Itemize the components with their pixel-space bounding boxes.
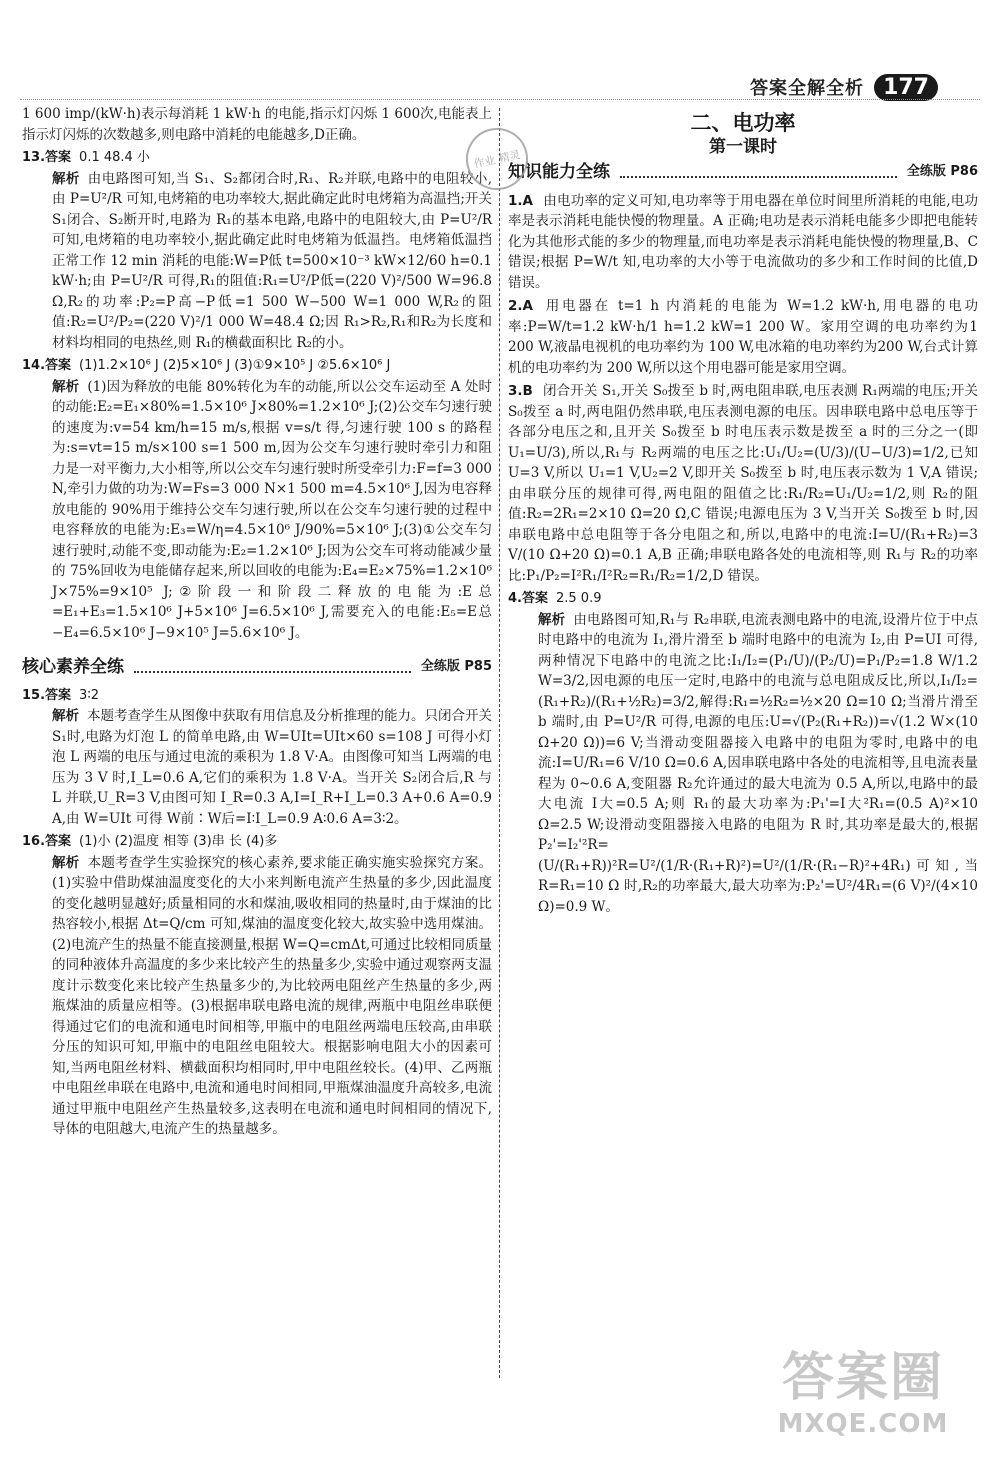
text-line: P₂'=U²/4R₁=(6 V)²/(4×10 Ω)=0.9 W。 [538,878,978,915]
column-divider [499,108,500,1378]
text-line: I²R₁/I²R₂=R₁/R₂=1/2,D 错误。 [570,567,769,584]
question-16 [22,832,492,1140]
text-line: 空调。 [814,359,856,376]
question-14 [22,356,492,643]
header-title: 答案全解全析 [750,78,865,99]
text-line: 0.1 A,B 正确;串联电路各处的电流相等,则 R₁与 R₂的功率比:P₁/P₂= [508,547,978,584]
text-line: 当滑片滑至 b 端时,由 P=U²/R 可得,电源的电压: [538,693,979,730]
text-line: 由电功率的定义可知,电功率等于用电器在单位时间里所消耗 [542,192,905,209]
text-line: 的多少,因此温度的变化越明显越好;质量相同的水和煤油,吸收相 [52,875,492,912]
analysis-label: 解析 [52,378,80,395]
section-ref: 全练版 P86 [906,164,978,179]
text-line: U=√(P₂(R₁+R₂))=√(1.2 W×(10 Ω+20 Ω))=6 V; [538,714,978,751]
text-line: 由电路图可知,R₁与 R₂串联,电流表测电路中的电流,设滑片 [573,611,924,628]
text-line: 长。(4)甲、乙两瓶中电阻丝串联在电路中,电流和通电时间相同, [52,1059,492,1096]
analysis-lines [52,855,492,1138]
text-line: 10⁶ J。 [262,624,309,641]
text-line: 交车匀速行驶的速度为:v=54 km/h=15 m/s,根据 v=s/t 得,匀速行 [52,399,492,436]
text-line: 量应相等。(3)根据串联电路电流的规律,两瓶中电阻丝串联便得 [52,998,492,1035]
question-15 [22,686,492,830]
text-line: 500×10⁻³ kW×12/60 h=0.1 kW·h;由 P=U²/R 可得,R₁的阻值:R₁=U²/P低= [52,252,492,289]
text-line: 串联分压的知识可知,甲瓶中的电阻丝电阻较大。根据影响电阻大 [52,1018,492,1055]
page-header [750,72,938,102]
text-line: 小灯泡 L 两端的电压与通过电流的乘积为 1.8 V·A。由图像可知当 L [52,728,492,765]
analysis [508,610,978,918]
text-line: 流 I大=0.5 A;则 R₁的最大功率为:P₁'=I大²R₁=(0.5 A)²×10 Ω= [538,796,979,833]
text-line: 起来,所以回收的电能为:E₄=E₂×75%=1.2×10⁶ J×75%=9×10⁵ J; [52,563,493,600]
analysis-label: 解析 [52,170,80,187]
text-line: 电压表示数是拨至 a 时的三分之一(即 U₁=U/3),所以,R₁与 R₂两端 [508,424,978,461]
text-line: 1 200 W,液晶电视机的电功率约为 100 W,电冰箱的电功率约为 [508,318,978,355]
text-line: 较小,由 P=U²/R 可知,电烤箱的电功率较大,据此确定此时电烤箱为 [52,170,493,207]
header-rule [20,99,980,100]
page-number: 177 [874,74,938,101]
text-line: 6 V/10 Ω=0.6 A,因串联电路中各处的电流相等,且电流表量程为 0~ [538,755,978,792]
text-line: I₁/I₂=(R₁+R₂)/(R₁+½R₂)=3/2,解得:R₁=½R₂=½×20 Ω=10 Ω; [538,673,978,710]
answer-line: 14.答案 (1)1.2×10⁶ J (2)5×10⁶ J (3)①9×10⁵ J ②5.6×10⁶ J [22,358,391,373]
text-line: 本题考查学生从图像中获取有用信息及分析推理的能力。只闭 [87,708,452,724]
text-line: 高温挡;开关 S₁闭合、S₂断开时,电路为 R₁的基本电路,电路中的电 [52,191,492,228]
analysis-lines [52,379,492,641]
left-column [22,104,492,1140]
text-line: 0.9 A,由 W=UIt 可得 W前∶W后=I∶I_L=0.9 A∶0.6 A=3∶2。 [52,790,492,827]
text-line: 形式能的多少的物理量,而电功率是表示消耗电能快慢的物理量,B、 [563,233,968,250]
section-title: 知识能力全练 [508,162,610,182]
text-line: 同的热量时,由于煤油的比热容较小,根据 Δt=Q/cm 可知,煤油的温度 [52,895,492,932]
analysis [22,169,492,354]
answer-line: 16.答案 (1)小 (2)温度 相等 (3)串 长 (4)多 [22,834,278,849]
text-line: 两电阻的阻值之比:R₁/R₂=U₁/U₂=1/2,则 R₂的阻值:R₂=2R₁=2×10 Ω= [508,485,978,522]
text-line: 来比较产生的热量多少,实验中通过观察两支温度计示数变化来比 [52,957,492,994]
analysis-lines [508,298,978,376]
question-4 [508,589,978,917]
answer-value: 0.1 48.4 小 [79,150,150,165]
text-line: 甲瓶煤油温度升高较多,电流通过甲瓶中电阻丝产生热量较多,这表 [52,1080,492,1117]
text-line: 压;开关 S₀拨至 a 时,两电阻仍然串联,电压表测电源的电 [508,383,978,420]
answer-value: (1)1.2×10⁶ J (2)5×10⁶ J (3)①9×10⁵ J ②5.6×10⁶ J [79,358,391,373]
text-line: 2.5 W;设滑动变阻器接入电路的电阻为 R 时,其功率是最大的,根据 [560,816,978,833]
analysis [22,853,492,1140]
text-line: 开关 S₀拨至 b 时,电压表示数为 1 V,A 错误;由串联分压的规律可得, [508,465,978,502]
right-column [508,104,978,917]
text-line: 阻等于各分电阻之和,所以,电路中的电流:I=U/(R₁+R₂)=3 V/(10 Ω+20 Ω)= [508,526,978,563]
text-line: 两端的电压为 3 V 时,I_L=0.6 A,它们的乘积为 1.8 V·A。当开关 S₂闭合 [52,749,492,786]
answer-line: 15.答案 3∶2 [22,687,99,703]
section-knowledge-ability [508,162,978,183]
section-dots [620,166,897,178]
section-core-literacy [22,657,492,678]
analysis-lines [52,708,492,827]
text-line: 20 Ω,C 错误;电源电压为 3 V,当开关 S₀拨至 b 时,因串联电路中总电 [508,506,978,543]
question-number: 3.B [508,383,533,399]
text-line: E₂=1.2×10⁶ J;因为公交车可将动能减少量的 75%回收为电能储存 [52,542,492,579]
text-line: 6.5×10⁶ J,需要充入的电能:E₅=E总−E₄=6.5×10⁶ J−9×10⁵ J=5.6× [52,604,492,641]
text-line: 4.5×10⁶ J/90%=5×10⁶ J;(3)①公交车匀速行驶时,动能不变,即动能为: [52,522,492,559]
text-line: (220 V)²/500 W=96.8 Ω,R₂的功率:P₂=P高−P低=1 500 W−500 W= [52,273,492,310]
homework-stamp: 作业 精灵 [460,122,534,196]
section-dots [134,661,411,673]
text-line: 由电路图可知,当 S₁、S₂都闭合时,R₁、R₂并联,电路中的电阻 [87,170,460,187]
analysis-label: 解析 [538,611,566,628]
lesson-title: 二、电功率 [690,111,796,135]
analysis [22,706,492,829]
text-line: P₂'=I₂'²R=(U/(R₁+R))²R=U²/(1/R·(R₁+R)²)=U²/(1/R·(R₁−R)²+4R₁) [538,837,911,874]
text-line: 用电器在 t=1 h 内消耗的电能为 W=1.2 kW·h,用电器的电功 [542,298,978,314]
text-line: 究方案。(1)实验中借助煤油温度变化的大小来判断电流产生热量 [52,854,492,891]
answer-line: 13.答案 0.1 48.4 小 [22,150,150,165]
question-3 [508,381,978,586]
text-line: 率:P=W/t=1.2 kW·h/1 h=1.2 kW=1 200 W。家用空调的电功率约为 [508,318,970,335]
question-1 [508,191,978,294]
text-line: 量越多。 [231,1121,286,1137]
analysis-lines [508,193,978,291]
text-line: 位于中点时电路中的电流为 I₁,滑片滑至 b 端时电路中的电流为 I₂, [538,611,979,648]
text-line: 行驶,所以在公交车匀速行驶的过程中电容释放的电能为:E₃=W/η= [52,501,492,538]
analysis-lines [508,383,978,584]
answer-value: 2.5 0.9 [556,591,602,606]
text-line: 根据 W=Q=cmΔt,可通过比较相同质量的同种液体升高温度的多少 [52,936,493,973]
question-2 [508,296,978,378]
text-line: ②阶段一和阶段二释放的电能为:E总=E₁+E₃=1.5×10⁶ J+5×10⁶ J= [52,583,492,620]
text-line: 可知,当 R=R₁=10 Ω 时,R₂的功率最大,最大功率为: [538,857,978,894]
analysis [22,377,492,644]
watermark-logo-text: 答案圈 [781,1348,944,1408]
text-line: R₂为长度和材料均相同的电热丝,则 R₁的横截面积比 R₂的小。 [52,314,493,351]
text-line: 1 500 m=4.5×10⁶ J,因为电容释放电能的 90%用于维持公交车匀速 [52,481,492,518]
text-line: 驶时牵引力和阻力是一对平衡力,大小相等,所以公交车匀速行驶时 [52,440,492,477]
text-line: C 错误;根据 P=W/t 知,电功率的大小等于电流做功的多少和工作时 [508,233,978,270]
text-line: 间的比值,D 错误。 [508,254,978,291]
intro-text [22,104,492,145]
analysis-lines [52,171,492,351]
text-line: 明在电流和通电时间相同的情况下,导体的电阻越大,电流产生的热 [52,1100,492,1137]
text-line: 因电源的电压一定时,电路中的电流与总电阻成反比,所以, [589,673,941,689]
text-line: 的电能,电功率是表示消耗电能快慢的物理量。A 正确;电功是表示消耗电能多少即把电能转化为其他 [508,192,978,250]
text-line: 较产生热量多少的,为比较两电阻丝产生热量的多少,两瓶煤油的质 [52,977,492,1014]
section-title: 核心素养全练 [22,657,124,677]
answer-value: (1)小 (2)温度 相等 (3)串 长 (4)多 [79,834,278,849]
text-line: 正确。 [324,126,366,143]
text-line: 所受牵引力:F=f=3 000 N,牵引力做的功为:W=Fs=3 000 N× [52,460,492,497]
answer-value: 3∶2 [79,687,99,703]
text-line: 的电压之比:U₁/U₂=(U/3)/(U−U/3)=1/2,已知 U=3 V,所以 U₁=1 V,U₂=2 V,即 [508,444,978,481]
text-line: 合开关 S₁时,电路为灯泡 L 的简单电路,由 W=UIt=UIt×60 s=108 J 可得 [52,708,492,745]
text-line: 0.6 A,变阻器 R₂允许通过的最大电流为 0.5 A,所以,电路中的最大电 [538,775,978,812]
text-line: 阻较大,由 P=U²/R 可知,电烤箱的电功率较小,据此确定此时电烤箱 [52,211,492,248]
text-line: 1 600 imp/(kW·h)表示每消耗 1 kW·h 的电能,指示灯闪烁 1 600 [22,106,421,122]
text-line: 变化较大,故实验中选用煤油。(2)电流产生的热量不能直接测量, [52,916,492,953]
text-line: 闭合开关 S₁,开关 S₀拨至 b 时,两电阻串联,电压表测 R₁两端的电 [542,383,933,399]
text-line: 为低温挡。电烤箱低温挡正常工作 12 min 消耗的电能:W=P低 t= [52,232,493,269]
question-13 [22,148,492,353]
text-line: 当滑动变阻器接入电路中的电阻为零时,电路中的电流:I=U/R₁= [538,734,978,771]
lesson-subtitle: 第一课时 [709,137,777,157]
analysis-label: 解析 [52,708,79,724]
watermark-url: MXQE.COM [777,1409,949,1439]
text-line: 压。因串联电路中总电压等于各部分电压之和,且开关 S₀拨至 b 时 [508,403,979,440]
text-line: 本题考查学生实验探究的核心素养,要求能正确实施实验探 [87,854,438,871]
answer-line: 4.答案 2.5 0.9 [508,591,602,606]
text-line: 小的因素可知,当两电阻丝材料、横截面积均相同时,甲中电阻丝较 [52,1039,493,1076]
text-line: I₁/I₂=(P₁/U)/(P₂/U)=P₁/P₂=1.8 W/1.2 W=3/2, [538,652,978,689]
text-line: 驶 100 s 的路程为:s=vt=15 m/s×100 s=1 500 m,因为公交车匀速行 [52,419,492,456]
analysis-label: 解析 [52,854,80,871]
question-number: 2.A [508,298,533,314]
section-ref: 全练版 P85 [420,659,492,674]
text-line: 由 P=UI 可得,两种情况下电路中的电流之比: [538,632,978,669]
question-number: 1.A [508,192,533,209]
text-line: (1)因为释放的电能 80%转化为车的动能,所以公交车运动 [87,378,433,395]
analysis-lines [538,612,978,915]
text-line: 后,R 与 L 并联,U_R=3 V,由图可知 I_R=0.3 A,I=I_R+I_L=0.3 A+0.6 A= [52,769,492,806]
text-line: 通过它们的电流和通电时间相等,甲瓶中的电阻丝两端电压较高,由 [65,1018,465,1035]
text-line: 次,电能表上指示灯闪烁的次数越多,则电路中消耗的电能越多,D [22,106,492,143]
site-watermark [748,1347,978,1457]
text-line: 200 W,台式计算机的电功率约为 200 W,所以这个用电器可能是家用 [508,339,978,376]
text-line: 至 A 处时的动能:E₂=E₁×80%=1.5×10⁶ J×80%=1.2×10⁶ J;(2)公 [52,378,493,415]
text-line: 1 000 W,R₂的阻值:R₂=U²/P₂=(220 V)²/1 000 W=48.4 Ω;因 R₁>R₂,R₁和 [52,293,492,330]
